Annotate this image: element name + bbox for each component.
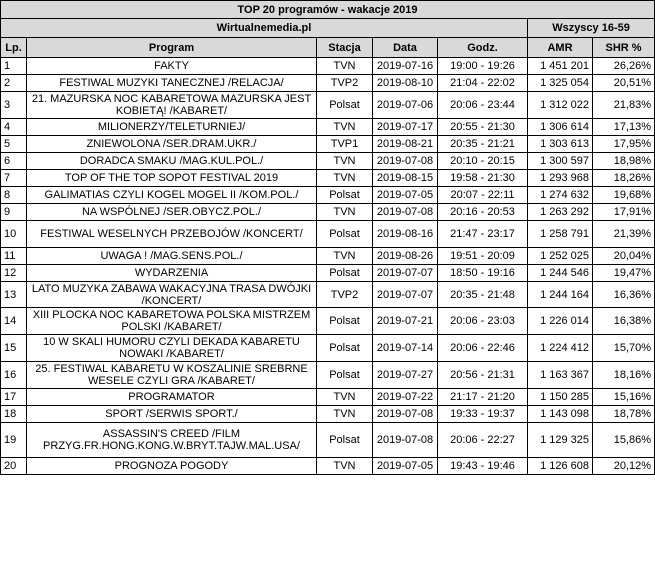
shr-value: 18,16% bbox=[593, 362, 655, 389]
program-name: DORADCA SMAKU /MAG.KUL.POL./ bbox=[27, 153, 317, 170]
shr-value: 21,83% bbox=[593, 92, 655, 119]
program-name: LATO MUZYKA ZABAWA WAKACYJNA TRASA DWÓJKI /KONCERT/ bbox=[27, 282, 317, 308]
shr-value: 15,70% bbox=[593, 335, 655, 362]
table-title: TOP 20 programów - wakacje 2019 bbox=[1, 1, 655, 19]
broadcast-date: 2019-07-07 bbox=[373, 265, 438, 282]
station: TVN bbox=[317, 248, 373, 265]
amr-value: 1 300 597 bbox=[528, 153, 593, 170]
program-name: PROGRAMATOR bbox=[27, 389, 317, 406]
shr-value: 19,47% bbox=[593, 265, 655, 282]
row-number: 18 bbox=[1, 406, 27, 423]
row-number: 20 bbox=[1, 458, 27, 475]
row-number: 1 bbox=[1, 58, 27, 75]
row-number: 5 bbox=[1, 136, 27, 153]
row-number: 4 bbox=[1, 119, 27, 136]
program-name: 25. FESTIWAL KABARETU W KOSZALINIE SREBRNE WESELE CZYLI GRA /KABARET/ bbox=[27, 362, 317, 389]
column-header-shr: SHR % bbox=[593, 38, 655, 58]
broadcast-time: 20:35 - 21:21 bbox=[438, 136, 528, 153]
station: Polsat bbox=[317, 308, 373, 335]
shr-value: 18,26% bbox=[593, 170, 655, 187]
station: Polsat bbox=[317, 187, 373, 204]
amr-value: 1 263 292 bbox=[528, 204, 593, 221]
row-number: 9 bbox=[1, 204, 27, 221]
row-number: 12 bbox=[1, 265, 27, 282]
row-number: 2 bbox=[1, 75, 27, 92]
amr-value: 1 274 632 bbox=[528, 187, 593, 204]
row-number: 16 bbox=[1, 362, 27, 389]
station: TVN bbox=[317, 119, 373, 136]
program-name: ASSASSIN'S CREED /FILM PRZYG.FR.HONG.KONG.W.BRYT.TAJW.MAL.USA/ bbox=[27, 423, 317, 458]
row-number: 13 bbox=[1, 282, 27, 308]
program-name: WYDARZENIA bbox=[27, 265, 317, 282]
program-name: FAKTY bbox=[27, 58, 317, 75]
shr-value: 18,98% bbox=[593, 153, 655, 170]
amr-value: 1 163 367 bbox=[528, 362, 593, 389]
shr-value: 17,91% bbox=[593, 204, 655, 221]
program-name: PROGNOZA POGODY bbox=[27, 458, 317, 475]
broadcast-date: 2019-08-10 bbox=[373, 75, 438, 92]
broadcast-date: 2019-08-21 bbox=[373, 136, 438, 153]
broadcast-time: 21:47 - 23:17 bbox=[438, 221, 528, 248]
broadcast-date: 2019-07-08 bbox=[373, 423, 438, 458]
table-row bbox=[1, 119, 655, 136]
target-group-label: Wszyscy 16-59 bbox=[528, 19, 655, 38]
row-number: 6 bbox=[1, 153, 27, 170]
amr-value: 1 150 285 bbox=[528, 389, 593, 406]
broadcast-date: 2019-07-06 bbox=[373, 92, 438, 119]
broadcast-date: 2019-07-05 bbox=[373, 458, 438, 475]
shr-value: 19,68% bbox=[593, 187, 655, 204]
station: TVP2 bbox=[317, 282, 373, 308]
amr-value: 1 143 098 bbox=[528, 406, 593, 423]
broadcast-time: 21:04 - 22:02 bbox=[438, 75, 528, 92]
broadcast-time: 19:00 - 19:26 bbox=[438, 58, 528, 75]
row-number: 8 bbox=[1, 187, 27, 204]
station: Polsat bbox=[317, 265, 373, 282]
station: TVP1 bbox=[317, 136, 373, 153]
row-number: 19 bbox=[1, 423, 27, 458]
table-row bbox=[1, 389, 655, 406]
station: TVN bbox=[317, 389, 373, 406]
program-name: NA WSPÓLNEJ /SER.OBYCZ.POL./ bbox=[27, 204, 317, 221]
table-row bbox=[1, 58, 655, 75]
broadcast-date: 2019-07-21 bbox=[373, 308, 438, 335]
broadcast-date: 2019-07-08 bbox=[373, 204, 438, 221]
shr-value: 18,78% bbox=[593, 406, 655, 423]
column-header-data: Data bbox=[373, 38, 438, 58]
source-label: Wirtualnemedia.pl bbox=[1, 19, 528, 38]
broadcast-time: 21:17 - 21:20 bbox=[438, 389, 528, 406]
table-row bbox=[1, 406, 655, 423]
amr-value: 1 244 546 bbox=[528, 265, 593, 282]
broadcast-time: 20:16 - 20:53 bbox=[438, 204, 528, 221]
program-name: MILIONERZY/TELETURNIEJ/ bbox=[27, 119, 317, 136]
program-name: UWAGA ! /MAG.SENS.POL./ bbox=[27, 248, 317, 265]
row-number: 17 bbox=[1, 389, 27, 406]
shr-value: 15,16% bbox=[593, 389, 655, 406]
broadcast-date: 2019-08-16 bbox=[373, 221, 438, 248]
broadcast-date: 2019-07-08 bbox=[373, 153, 438, 170]
row-number: 10 bbox=[1, 221, 27, 248]
program-name: GALIMATIAS CZYLI KOGEL MOGEL II /KOM.POL./ bbox=[27, 187, 317, 204]
table-row bbox=[1, 187, 655, 204]
amr-value: 1 126 608 bbox=[528, 458, 593, 475]
row-number: 11 bbox=[1, 248, 27, 265]
program-name: FESTIWAL MUZYKI TANECZNEJ /RELACJA/ bbox=[27, 75, 317, 92]
amr-value: 1 293 968 bbox=[528, 170, 593, 187]
shr-value: 20,12% bbox=[593, 458, 655, 475]
table-row bbox=[1, 221, 655, 248]
program-name: SPORT /SERWIS SPORT./ bbox=[27, 406, 317, 423]
broadcast-time: 19:33 - 19:37 bbox=[438, 406, 528, 423]
broadcast-time: 19:51 - 20:09 bbox=[438, 248, 528, 265]
shr-value: 16,36% bbox=[593, 282, 655, 308]
station: TVN bbox=[317, 58, 373, 75]
table-row bbox=[1, 308, 655, 335]
shr-value: 20,51% bbox=[593, 75, 655, 92]
broadcast-time: 20:35 - 21:48 bbox=[438, 282, 528, 308]
amr-value: 1 312 022 bbox=[528, 92, 593, 119]
station: Polsat bbox=[317, 362, 373, 389]
broadcast-date: 2019-07-16 bbox=[373, 58, 438, 75]
amr-value: 1 244 164 bbox=[528, 282, 593, 308]
broadcast-date: 2019-08-26 bbox=[373, 248, 438, 265]
broadcast-time: 20:06 - 23:44 bbox=[438, 92, 528, 119]
column-header-godz: Godz. bbox=[438, 38, 528, 58]
broadcast-date: 2019-07-14 bbox=[373, 335, 438, 362]
column-header-lp: Lp. bbox=[1, 38, 27, 58]
table-row bbox=[1, 265, 655, 282]
broadcast-time: 20:06 - 22:46 bbox=[438, 335, 528, 362]
station: TVN bbox=[317, 204, 373, 221]
table-row bbox=[1, 248, 655, 265]
table-row bbox=[1, 282, 655, 308]
broadcast-date: 2019-07-05 bbox=[373, 187, 438, 204]
program-name: ZNIEWOLONA /SER.DRAM.UKR./ bbox=[27, 136, 317, 153]
program-name: XIII PLOCKA NOC KABARETOWA POLSKA MISTRZEM POLSKI /KABARET/ bbox=[27, 308, 317, 335]
broadcast-time: 20:07 - 22:11 bbox=[438, 187, 528, 204]
shr-value: 21,39% bbox=[593, 221, 655, 248]
amr-value: 1 252 025 bbox=[528, 248, 593, 265]
broadcast-time: 18:50 - 19:16 bbox=[438, 265, 528, 282]
table-row bbox=[1, 170, 655, 187]
shr-value: 17,95% bbox=[593, 136, 655, 153]
program-name: TOP OF THE TOP SOPOT FESTIVAL 2019 bbox=[27, 170, 317, 187]
shr-value: 17,13% bbox=[593, 119, 655, 136]
station: Polsat bbox=[317, 221, 373, 248]
shr-value: 26,26% bbox=[593, 58, 655, 75]
column-header-program: Program bbox=[27, 38, 317, 58]
amr-value: 1 306 614 bbox=[528, 119, 593, 136]
amr-value: 1 129 325 bbox=[528, 423, 593, 458]
station: Polsat bbox=[317, 423, 373, 458]
column-header-amr: AMR bbox=[528, 38, 593, 58]
station: TVP2 bbox=[317, 75, 373, 92]
shr-value: 20,04% bbox=[593, 248, 655, 265]
amr-value: 1 226 014 bbox=[528, 308, 593, 335]
broadcast-time: 20:55 - 21:30 bbox=[438, 119, 528, 136]
broadcast-date: 2019-07-07 bbox=[373, 282, 438, 308]
table-row bbox=[1, 362, 655, 389]
table-row bbox=[1, 458, 655, 475]
broadcast-time: 20:06 - 22:27 bbox=[438, 423, 528, 458]
broadcast-time: 19:58 - 21:30 bbox=[438, 170, 528, 187]
station: TVN bbox=[317, 170, 373, 187]
station: Polsat bbox=[317, 92, 373, 119]
amr-value: 1 451 201 bbox=[528, 58, 593, 75]
table-row bbox=[1, 136, 655, 153]
amr-value: 1 224 412 bbox=[528, 335, 593, 362]
row-number: 3 bbox=[1, 92, 27, 119]
broadcast-time: 19:43 - 19:46 bbox=[438, 458, 528, 475]
broadcast-time: 20:10 - 20:15 bbox=[438, 153, 528, 170]
row-number: 15 bbox=[1, 335, 27, 362]
station: TVN bbox=[317, 153, 373, 170]
station: TVN bbox=[317, 458, 373, 475]
shr-value: 16,38% bbox=[593, 308, 655, 335]
broadcast-date: 2019-07-27 bbox=[373, 362, 438, 389]
station: TVN bbox=[317, 406, 373, 423]
column-header-stacja: Stacja bbox=[317, 38, 373, 58]
broadcast-time: 20:06 - 23:03 bbox=[438, 308, 528, 335]
station: Polsat bbox=[317, 335, 373, 362]
table-row bbox=[1, 335, 655, 362]
amr-value: 1 303 613 bbox=[528, 136, 593, 153]
table-row bbox=[1, 153, 655, 170]
broadcast-date: 2019-07-08 bbox=[373, 406, 438, 423]
amr-value: 1 325 054 bbox=[528, 75, 593, 92]
broadcast-date: 2019-08-15 bbox=[373, 170, 438, 187]
amr-value: 1 258 791 bbox=[528, 221, 593, 248]
table-row bbox=[1, 423, 655, 458]
broadcast-time: 20:56 - 21:31 bbox=[438, 362, 528, 389]
shr-value: 15,86% bbox=[593, 423, 655, 458]
program-name: 10 W SKALI HUMORU CZYLI DEKADA KABARETU NOWAKI /KABARET/ bbox=[27, 335, 317, 362]
broadcast-date: 2019-07-22 bbox=[373, 389, 438, 406]
program-name: FESTIWAL WESELNYCH PRZEBOJÓW /KONCERT/ bbox=[27, 221, 317, 248]
table-row bbox=[1, 204, 655, 221]
table-row bbox=[1, 75, 655, 92]
row-number: 14 bbox=[1, 308, 27, 335]
row-number: 7 bbox=[1, 170, 27, 187]
broadcast-date: 2019-07-17 bbox=[373, 119, 438, 136]
table-row bbox=[1, 92, 655, 119]
program-name: 21. MAZURSKA NOC KABARETOWA MAZURSKA JEST KOBIETĄ! /KABARET/ bbox=[27, 92, 317, 119]
